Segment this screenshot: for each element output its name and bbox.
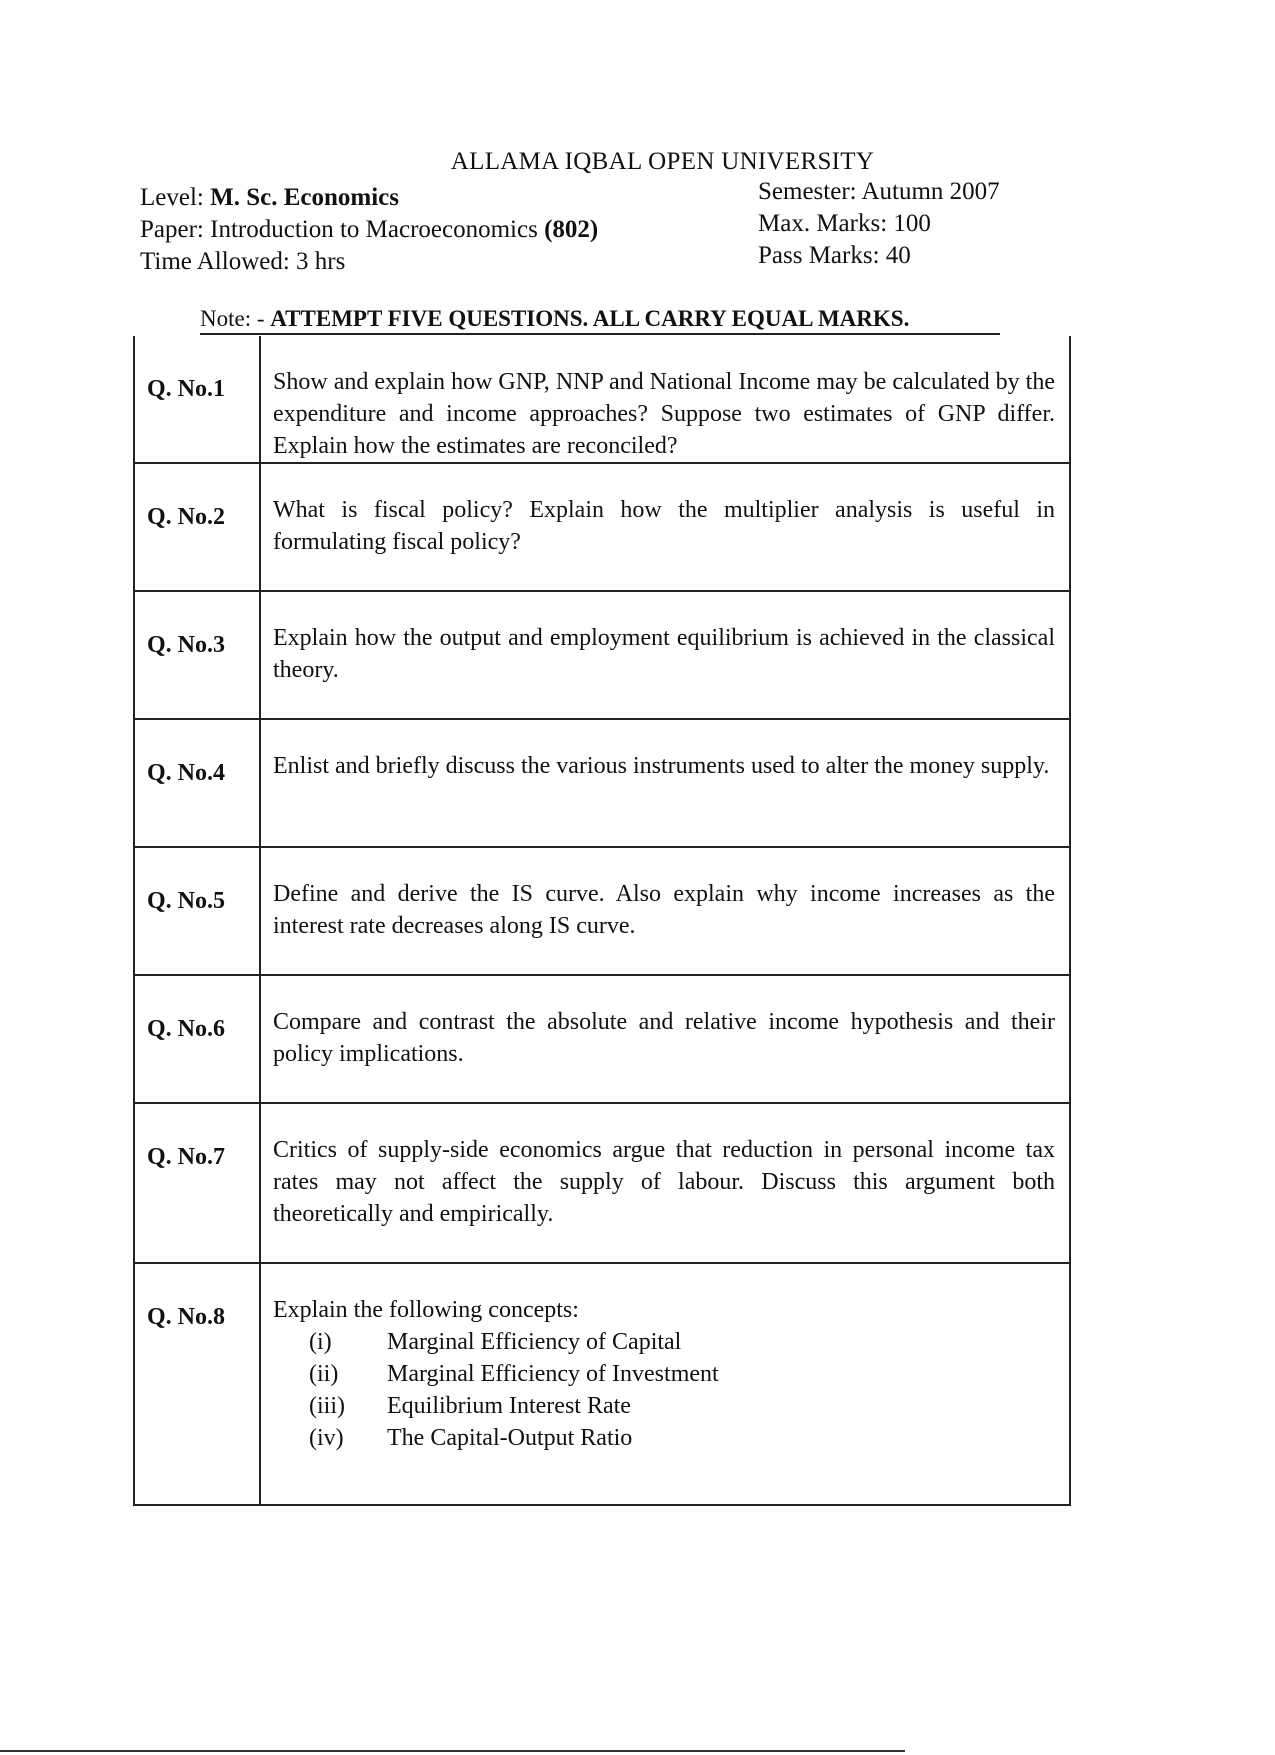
question-text: Enlist and briefly discuss the various instruments used to alter the money supply. (273, 753, 1050, 779)
note-label: Note: - (200, 306, 265, 331)
list-item-number: (ii) (309, 1361, 339, 1387)
list-item (273, 1422, 1055, 1454)
list-item-number: (i) (309, 1329, 332, 1355)
question-number: Q. No.3 (135, 592, 261, 718)
paper-code: (802) (544, 216, 599, 243)
question-text: Compare and contrast the absolute and relative income hypothesis and their policy implications. (273, 1009, 1055, 1067)
list-item-text: The Capital-Output Ratio (387, 1425, 633, 1451)
list-item-text: Marginal Efficiency of Investment (387, 1361, 719, 1387)
time-allowed: Time Allowed: 3 hrs (140, 248, 346, 275)
level-line (140, 182, 598, 214)
university-name: ALLAMA IQBAL OPEN UNIVERSITY (450, 148, 875, 175)
exam-info-left (140, 182, 598, 278)
question-number: Q. No.6 (135, 976, 261, 1102)
exam-info-right (758, 176, 1000, 272)
list-item (273, 1326, 1055, 1358)
question-row (135, 976, 1069, 1104)
list-item-number: (iv) (309, 1425, 344, 1451)
question-cell (261, 1264, 1069, 1504)
list-item-number: (iii) (309, 1393, 345, 1419)
list-item-text: Marginal Efficiency of Capital (387, 1329, 682, 1355)
question-text: Critics of supply-side economics argue that reduction in personal income tax rates may not affect the supply of labour. Discuss this argument both theoretically and empirically. (273, 1137, 1055, 1227)
concept-list (273, 1326, 1055, 1454)
question-number: Q. No.7 (135, 1104, 261, 1262)
question-number: Q. No.1 (135, 336, 261, 462)
questions-table (133, 336, 1071, 1506)
note-underline (200, 333, 1000, 335)
paper-line (140, 214, 598, 246)
question-row (135, 464, 1069, 592)
question-row (135, 1264, 1069, 1504)
question-text: What is fiscal policy? Explain how the multiplier analysis is useful in formulating fiscal policy? (273, 497, 1055, 555)
note-text: ATTEMPT FIVE QUESTIONS. ALL CARRY EQUAL MARKS. (270, 306, 910, 331)
level-label: Level: (140, 184, 204, 211)
question-number: Q. No.4 (135, 720, 261, 846)
question-text: Explain the following concepts: (273, 1297, 579, 1323)
question-number: Q. No.8 (135, 1264, 261, 1504)
pass-marks: Pass Marks: 40 (758, 242, 911, 269)
page-bottom-rule (0, 1750, 905, 1752)
list-item (273, 1390, 1055, 1422)
question-row (135, 592, 1069, 720)
paper-value: Introduction to Macroeconomics (210, 216, 538, 243)
question-number: Q. No.2 (135, 464, 261, 590)
question-row (135, 336, 1069, 464)
question-row (135, 720, 1069, 848)
question-text: Define and derive the IS curve. Also explain why income increases as the interest rate decreases along IS curve. (273, 881, 1055, 939)
question-row (135, 1104, 1069, 1264)
question-row (135, 848, 1069, 976)
question-text: Explain how the output and employment equilibrium is achieved in the classical theory. (273, 625, 1055, 683)
list-item (273, 1358, 1055, 1390)
list-item-text: Equilibrium Interest Rate (387, 1393, 631, 1419)
paper-label: Paper: (140, 216, 204, 243)
question-number: Q. No.5 (135, 848, 261, 974)
max-marks: Max. Marks: 100 (758, 210, 931, 237)
semester: Semester: Autumn 2007 (758, 178, 1000, 205)
level-value: M. Sc. Economics (210, 184, 399, 211)
instructions-note (200, 306, 909, 332)
question-text: Show and explain how GNP, NNP and National Income may be calculated by the expenditure and income approaches? Suppose two estimates of GNP differ. Explain how the estimates are reconciled? (273, 369, 1055, 459)
